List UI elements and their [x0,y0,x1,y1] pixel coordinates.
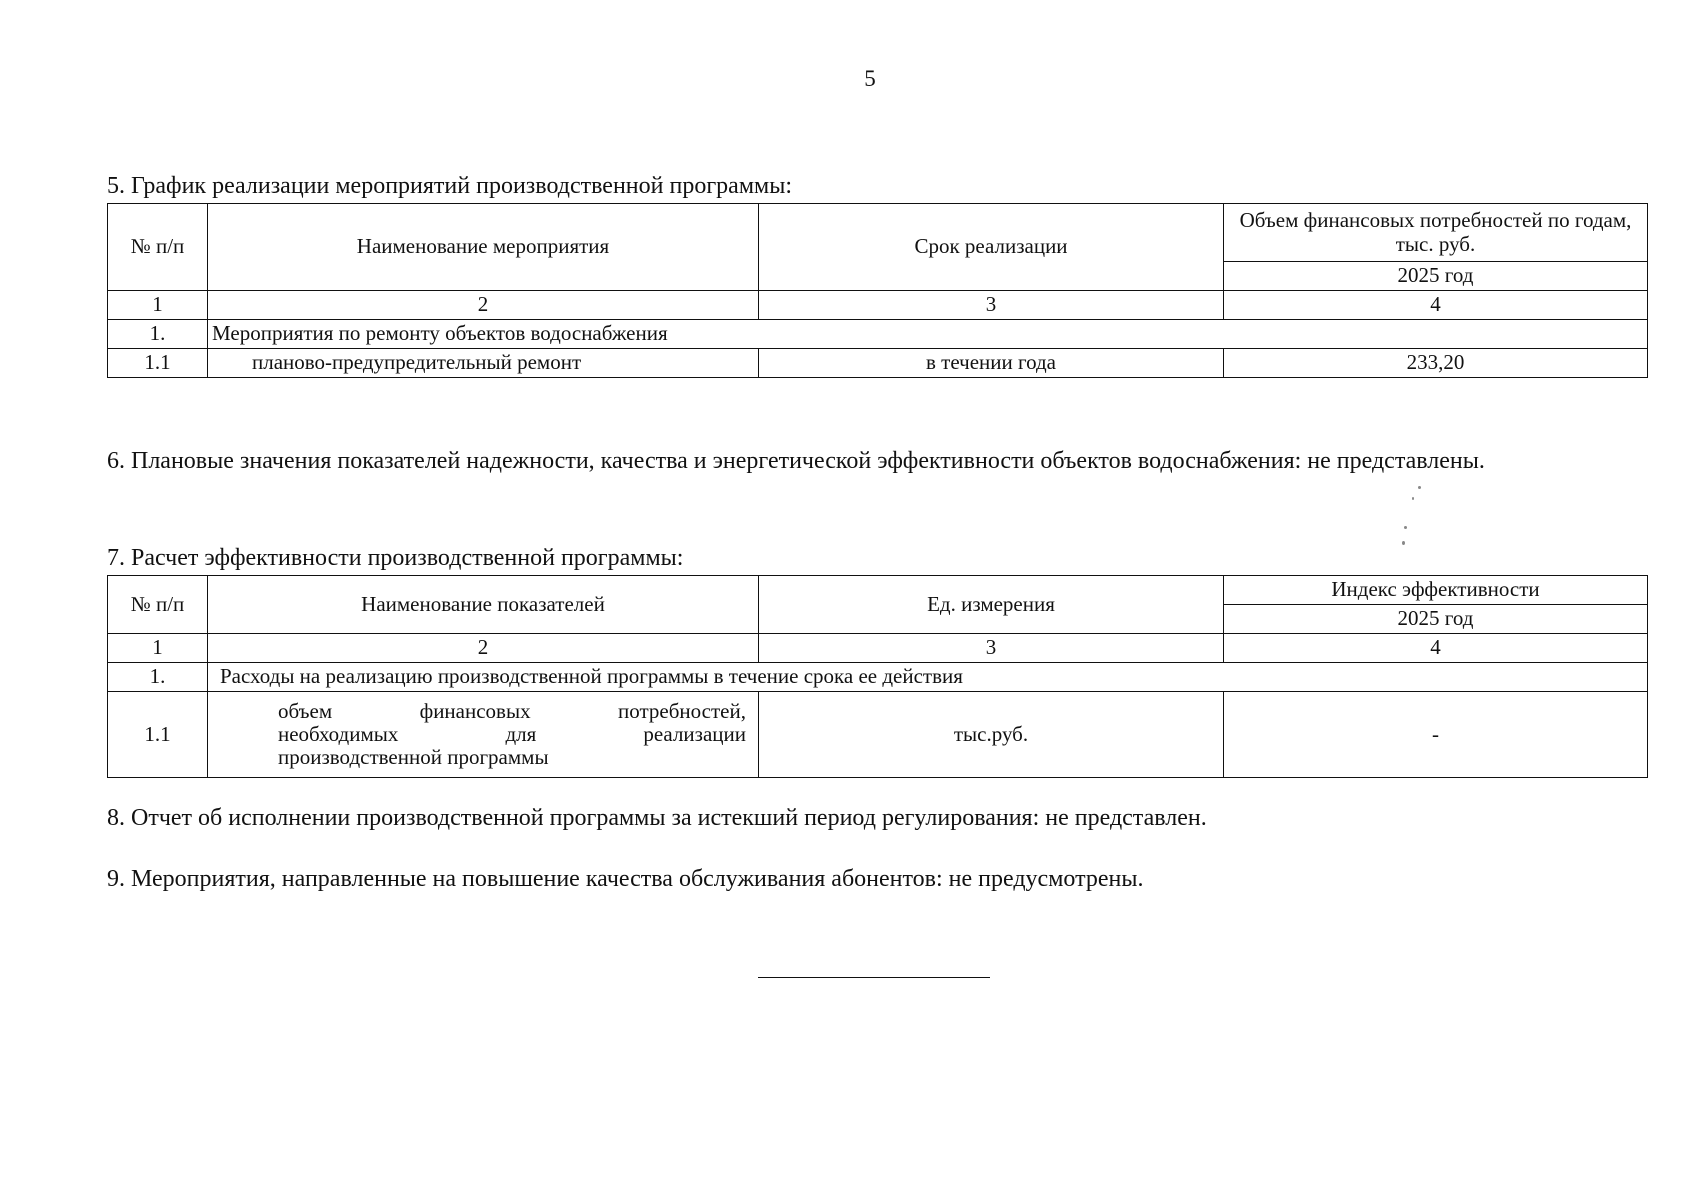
table-group-row [108,320,1648,349]
header-unit: Ед. измерения [759,576,1224,634]
section6-paragraph: 6. Плановые значения показателей надежности, качества и энергетической эффективности объектов водоснабжения: не представлены. [107,448,1485,474]
indicator-name-line: объем финансовых потребностей, [278,698,746,723]
scan-speck [1402,541,1405,545]
numbering-cell: 2 [208,634,759,663]
scan-speck [1404,526,1407,529]
row-finance-value: 233,20 [1224,349,1648,378]
group-number: 1. [108,663,208,692]
header-number: № п/п [108,576,208,634]
indicator-name-line: производственной программы [278,745,549,770]
numbering-cell: 4 [1224,634,1648,663]
header-term: Срок реализации [759,204,1224,291]
table-header-row [108,204,1648,262]
row-number: 1.1 [108,692,208,778]
header-efficiency-index: Индекс эффективности [1224,576,1648,605]
row-term: в течении года [759,349,1224,378]
row-indicator-name [208,692,759,778]
table-numbering-row [108,634,1648,663]
efficiency-table [107,575,1648,778]
page-number: 5 [864,66,876,91]
scan-speck [1412,497,1414,500]
header-activity-name: Наименование мероприятия [208,204,759,291]
row-activity-name: планово-предупредительный ремонт [208,349,759,378]
group-title: Мероприятия по ремонту объектов водоснабжения [208,320,1648,349]
closing-rule [758,977,990,978]
numbering-cell: 1 [108,634,208,663]
table-group-row [108,663,1648,692]
group-number: 1. [108,320,208,349]
numbering-cell: 2 [208,291,759,320]
header-indicator-name: Наименование показателей [208,576,759,634]
indicator-name-line: необходимых для реализации [278,721,746,746]
section5-heading: 5. График реализации мероприятий производственной программы: [107,173,792,199]
header-year: 2025 год [1224,605,1648,634]
table-row [108,349,1648,378]
header-year: 2025 год [1224,262,1648,291]
numbering-cell: 3 [759,291,1224,320]
numbering-cell: 1 [108,291,208,320]
numbering-cell: 4 [1224,291,1648,320]
table-row [108,692,1648,778]
table-header-row [108,576,1648,605]
row-number: 1.1 [108,349,208,378]
section7-heading: 7. Расчет эффективности производственной программы: [107,545,684,571]
scan-speck [1418,486,1421,489]
section8-paragraph: 8. Отчет об исполнении производственной программы за истекший период регулирования: не представлен. [107,805,1207,831]
row-efficiency-value: - [1224,692,1648,778]
table-numbering-row [108,291,1648,320]
header-finance: Объем финансовых потребностей по годам, тыс. руб. [1224,204,1648,262]
group-title: Расходы на реализацию производственной программы в течение срока ее действия [208,663,1648,692]
header-number: № п/п [108,204,208,291]
numbering-cell: 3 [759,634,1224,663]
section9-paragraph: 9. Мероприятия, направленные на повышение качества обслуживания абонентов: не предусмотрены. [107,866,1144,892]
schedule-table [107,203,1648,378]
row-unit: тыс.руб. [759,692,1224,778]
